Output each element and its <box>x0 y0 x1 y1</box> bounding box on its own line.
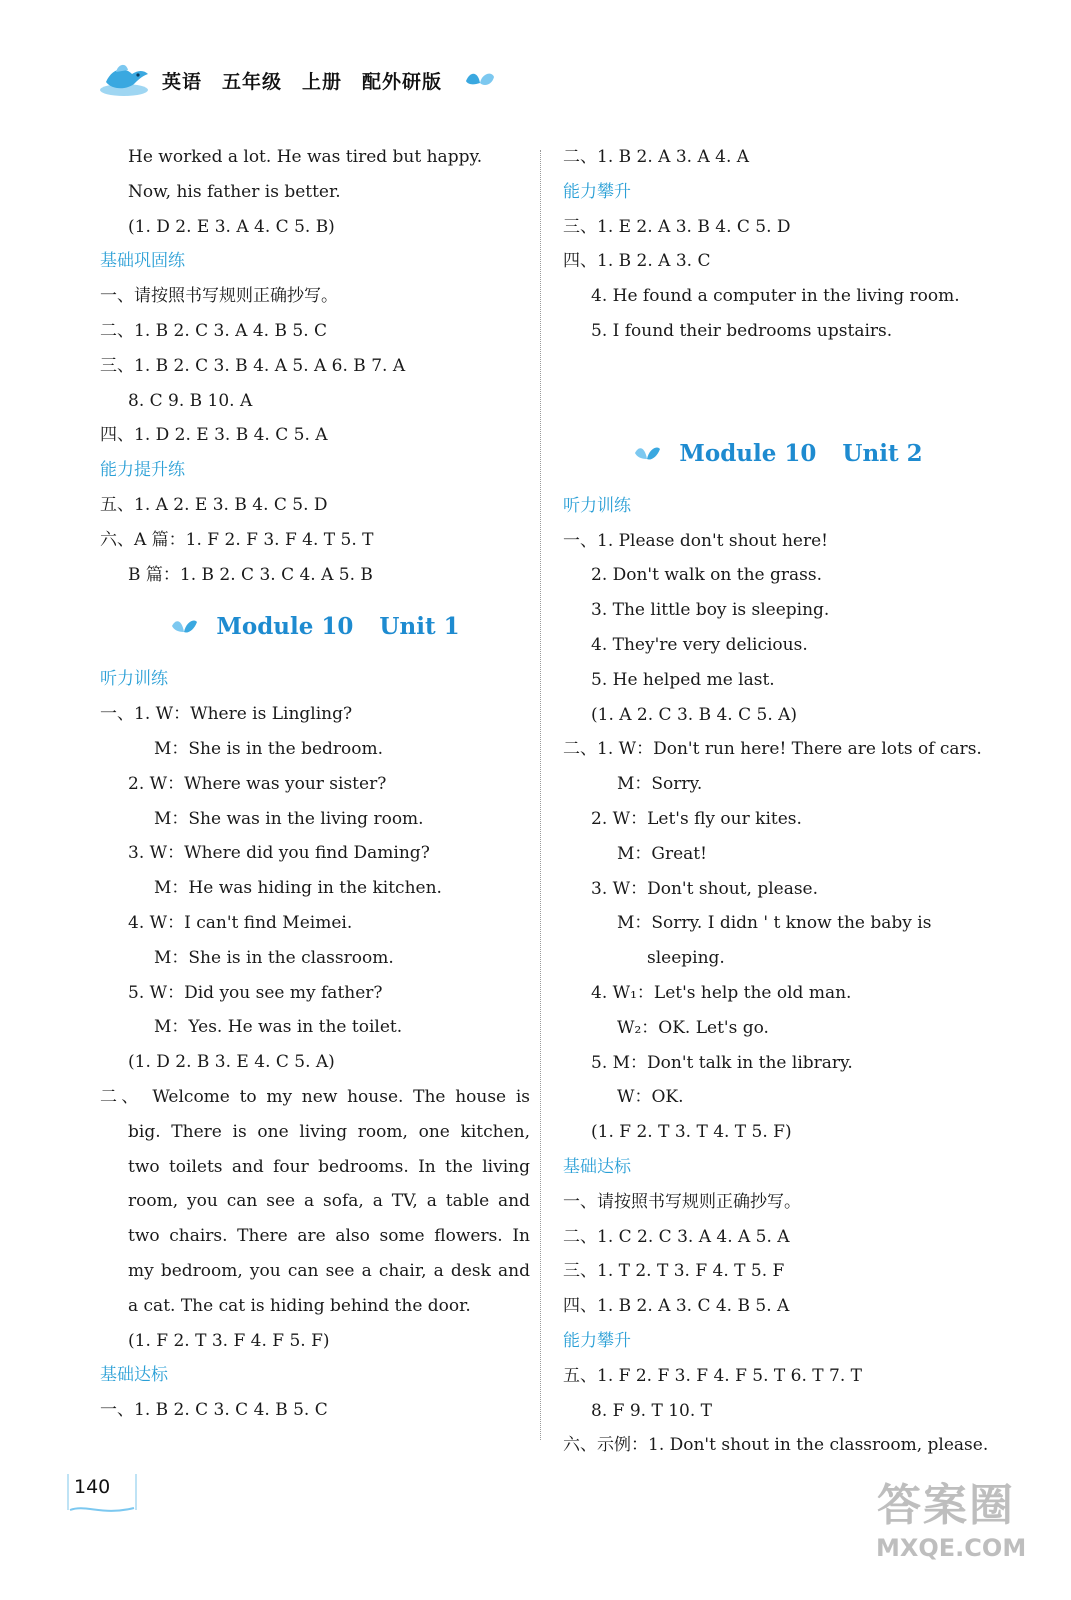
section-heading: 听力训练 <box>100 669 168 690</box>
answer-line: 8. C 9. B 10. A <box>128 390 253 411</box>
section-heading: 基础达标 <box>100 1365 168 1386</box>
dialogue-line: 4. W₁：Let's help the old man. <box>591 982 852 1003</box>
bird-logo-icon <box>98 60 150 100</box>
text-line: 2. Don't walk on the grass. <box>591 565 823 586</box>
module-heading <box>100 592 530 662</box>
header-subject: 英语 <box>162 70 203 93</box>
section-heading: 基础巩固练 <box>100 251 185 272</box>
dialogue-line: 5. W：Did you see my father? <box>128 982 383 1003</box>
dialogue-line: W：OK. <box>617 1087 684 1108</box>
answer-line: 五、1. A 2. E 3. B 4. C 5. D <box>100 494 328 515</box>
answer-line: 4. He found a computer in the living room. <box>591 286 960 307</box>
passage-line: two chairs. There are also some flowers. In <box>128 1226 530 1247</box>
dialogue-line: M：Sorry. <box>617 774 703 795</box>
answer-line: 三、1. T 2. T 3. F 4. T 5. F <box>563 1261 785 1282</box>
leaf-icon <box>170 616 198 638</box>
dialogue-line: M：Sorry. I didn ' t know the baby is <box>617 913 932 934</box>
header-edition: 配外研版 <box>362 70 443 93</box>
passage-line: my bedroom, you can see a chair, a desk and <box>128 1260 530 1281</box>
dialogue-line: 4. W：I can't find Meimei. <box>128 912 353 933</box>
dialogue-line: M：She is in the classroom. <box>154 947 394 968</box>
dialogue-line: 5. M：Don't talk in the library. <box>591 1052 853 1073</box>
header-title <box>162 67 462 94</box>
answer-line: 四、1. B 2. A 3. C <box>563 251 711 272</box>
passage-line: a cat. The cat is hiding behind the door. <box>128 1295 471 1316</box>
module-number: Module 10 <box>679 439 817 467</box>
answer-line: (1. D 2. E 3. A 4. C 5. B) <box>128 216 335 237</box>
dialogue-line: 3. W：Where did you find Daming? <box>128 843 430 864</box>
dialogue-line: M：She was in the living room. <box>154 808 424 829</box>
section-heading: 基础达标 <box>563 1156 631 1177</box>
answer-line: 8. F 9. T 10. T <box>591 1400 712 1421</box>
dialogue-line: 2. W：Where was your sister? <box>128 773 387 794</box>
answer-line: (1. F 2. T 3. T 4. T 5. F) <box>591 1122 792 1143</box>
section-heading: 能力攀升 <box>563 1330 631 1351</box>
answer-line: 六、示例：1. Don't shout in the classroom, please. <box>563 1435 989 1456</box>
leaf-icon <box>633 443 661 465</box>
left-column <box>100 140 530 1428</box>
spacer <box>563 349 993 419</box>
leaves-icon <box>464 69 496 91</box>
dialogue-line: sleeping. <box>647 948 725 969</box>
answer-line: (1. F 2. T 3. F 4. F 5. F) <box>128 1330 330 1351</box>
answer-line: B 篇：1. B 2. C 3. C 4. A 5. B <box>128 564 373 585</box>
module-number: Module 10 <box>216 613 354 641</box>
column-divider <box>540 150 541 1440</box>
section-heading: 能力攀升 <box>563 181 631 202</box>
answer-line: 四、1. B 2. A 3. C 4. B 5. A <box>563 1296 790 1317</box>
text-line: 4. They're very delicious. <box>591 634 808 655</box>
answer-line: 二、1. C 2. C 3. A 4. A 5. A <box>563 1226 790 1247</box>
answer-line: 四、1. D 2. E 3. B 4. C 5. A <box>100 425 328 446</box>
answer-line: 三、1. E 2. A 3. B 4. C 5. D <box>563 216 791 237</box>
answer-line: 五、1. F 2. F 3. F 4. F 5. T 6. T 7. T <box>563 1365 862 1386</box>
answer-line: 一、请按照书写规则正确抄写。 <box>100 286 338 307</box>
section-heading: 听力训练 <box>563 495 631 516</box>
dialogue-line: M：She is in the bedroom. <box>154 738 384 759</box>
unit-number: Unit 2 <box>842 439 923 467</box>
unit-number: Unit 1 <box>379 613 460 641</box>
dialogue-line: 2. W：Let's fly our kites. <box>591 808 802 829</box>
dialogue-line: M：Yes. He was in the toilet. <box>154 1017 403 1038</box>
module-heading <box>563 419 993 489</box>
answer-line: 二、1. B 2. C 3. A 4. B 5. C <box>100 320 328 341</box>
text-line: 3. The little boy is sleeping. <box>591 600 830 621</box>
answer-line: 三、1. B 2. C 3. B 4. A 5. A 6. B 7. A <box>100 355 406 376</box>
answer-line: (1. D 2. B 3. E 4. C 5. A) <box>128 1052 335 1073</box>
dialogue-line: M：Great! <box>617 843 707 864</box>
dialogue-line: M：He was hiding in the kitchen. <box>154 878 442 899</box>
answer-line: (1. A 2. C 3. B 4. C 5. A) <box>591 704 798 725</box>
header-grade: 五年级 <box>222 70 283 93</box>
dialogue-line: W₂：OK. Let's go. <box>617 1017 769 1038</box>
dialogue-line: 二、1. W：Don't run here! There are lots of cars. <box>563 739 982 760</box>
right-column <box>563 140 993 1463</box>
text-line: Now, his father is better. <box>128 181 341 202</box>
answer-line: 一、1. B 2. C 3. C 4. B 5. C <box>100 1400 328 1421</box>
section-heading: 能力提升练 <box>100 460 185 481</box>
answer-line: 5. I found their bedrooms upstairs. <box>591 320 893 341</box>
passage-line: two toilets and four bedrooms. In the living <box>128 1156 530 1177</box>
watermark-url: MXQE.COM <box>876 1534 1027 1562</box>
answer-line: 二、1. B 2. A 3. A 4. A <box>563 147 750 167</box>
page-header <box>98 58 496 102</box>
answer-line: 六、A 篇：1. F 2. F 3. F 4. T 5. T <box>100 529 374 550</box>
watermark <box>876 1478 1027 1578</box>
passage-line: big. There is one living room, one kitchen, <box>128 1121 530 1142</box>
header-volume: 上册 <box>302 70 343 93</box>
page-number: 140 <box>74 1476 111 1498</box>
text-line: He worked a lot. He was tired but happy. <box>128 147 483 167</box>
passage-line: 二、 Welcome to my new house. The house is <box>100 1086 530 1107</box>
watermark-logo-text: 答案圈 <box>877 1480 1015 1531</box>
text-line: 一、1. Please don't shout here! <box>563 530 828 551</box>
answer-line: 一、请按照书写规则正确抄写。 <box>563 1191 801 1212</box>
text-line: 5. He helped me last. <box>591 669 775 690</box>
passage-line: room, you can see a sofa, a TV, a table and <box>128 1191 530 1212</box>
dialogue-line: 3. W：Don't shout, please. <box>591 878 819 899</box>
dialogue-line: 一、1. W：Where is Lingling? <box>100 704 353 725</box>
